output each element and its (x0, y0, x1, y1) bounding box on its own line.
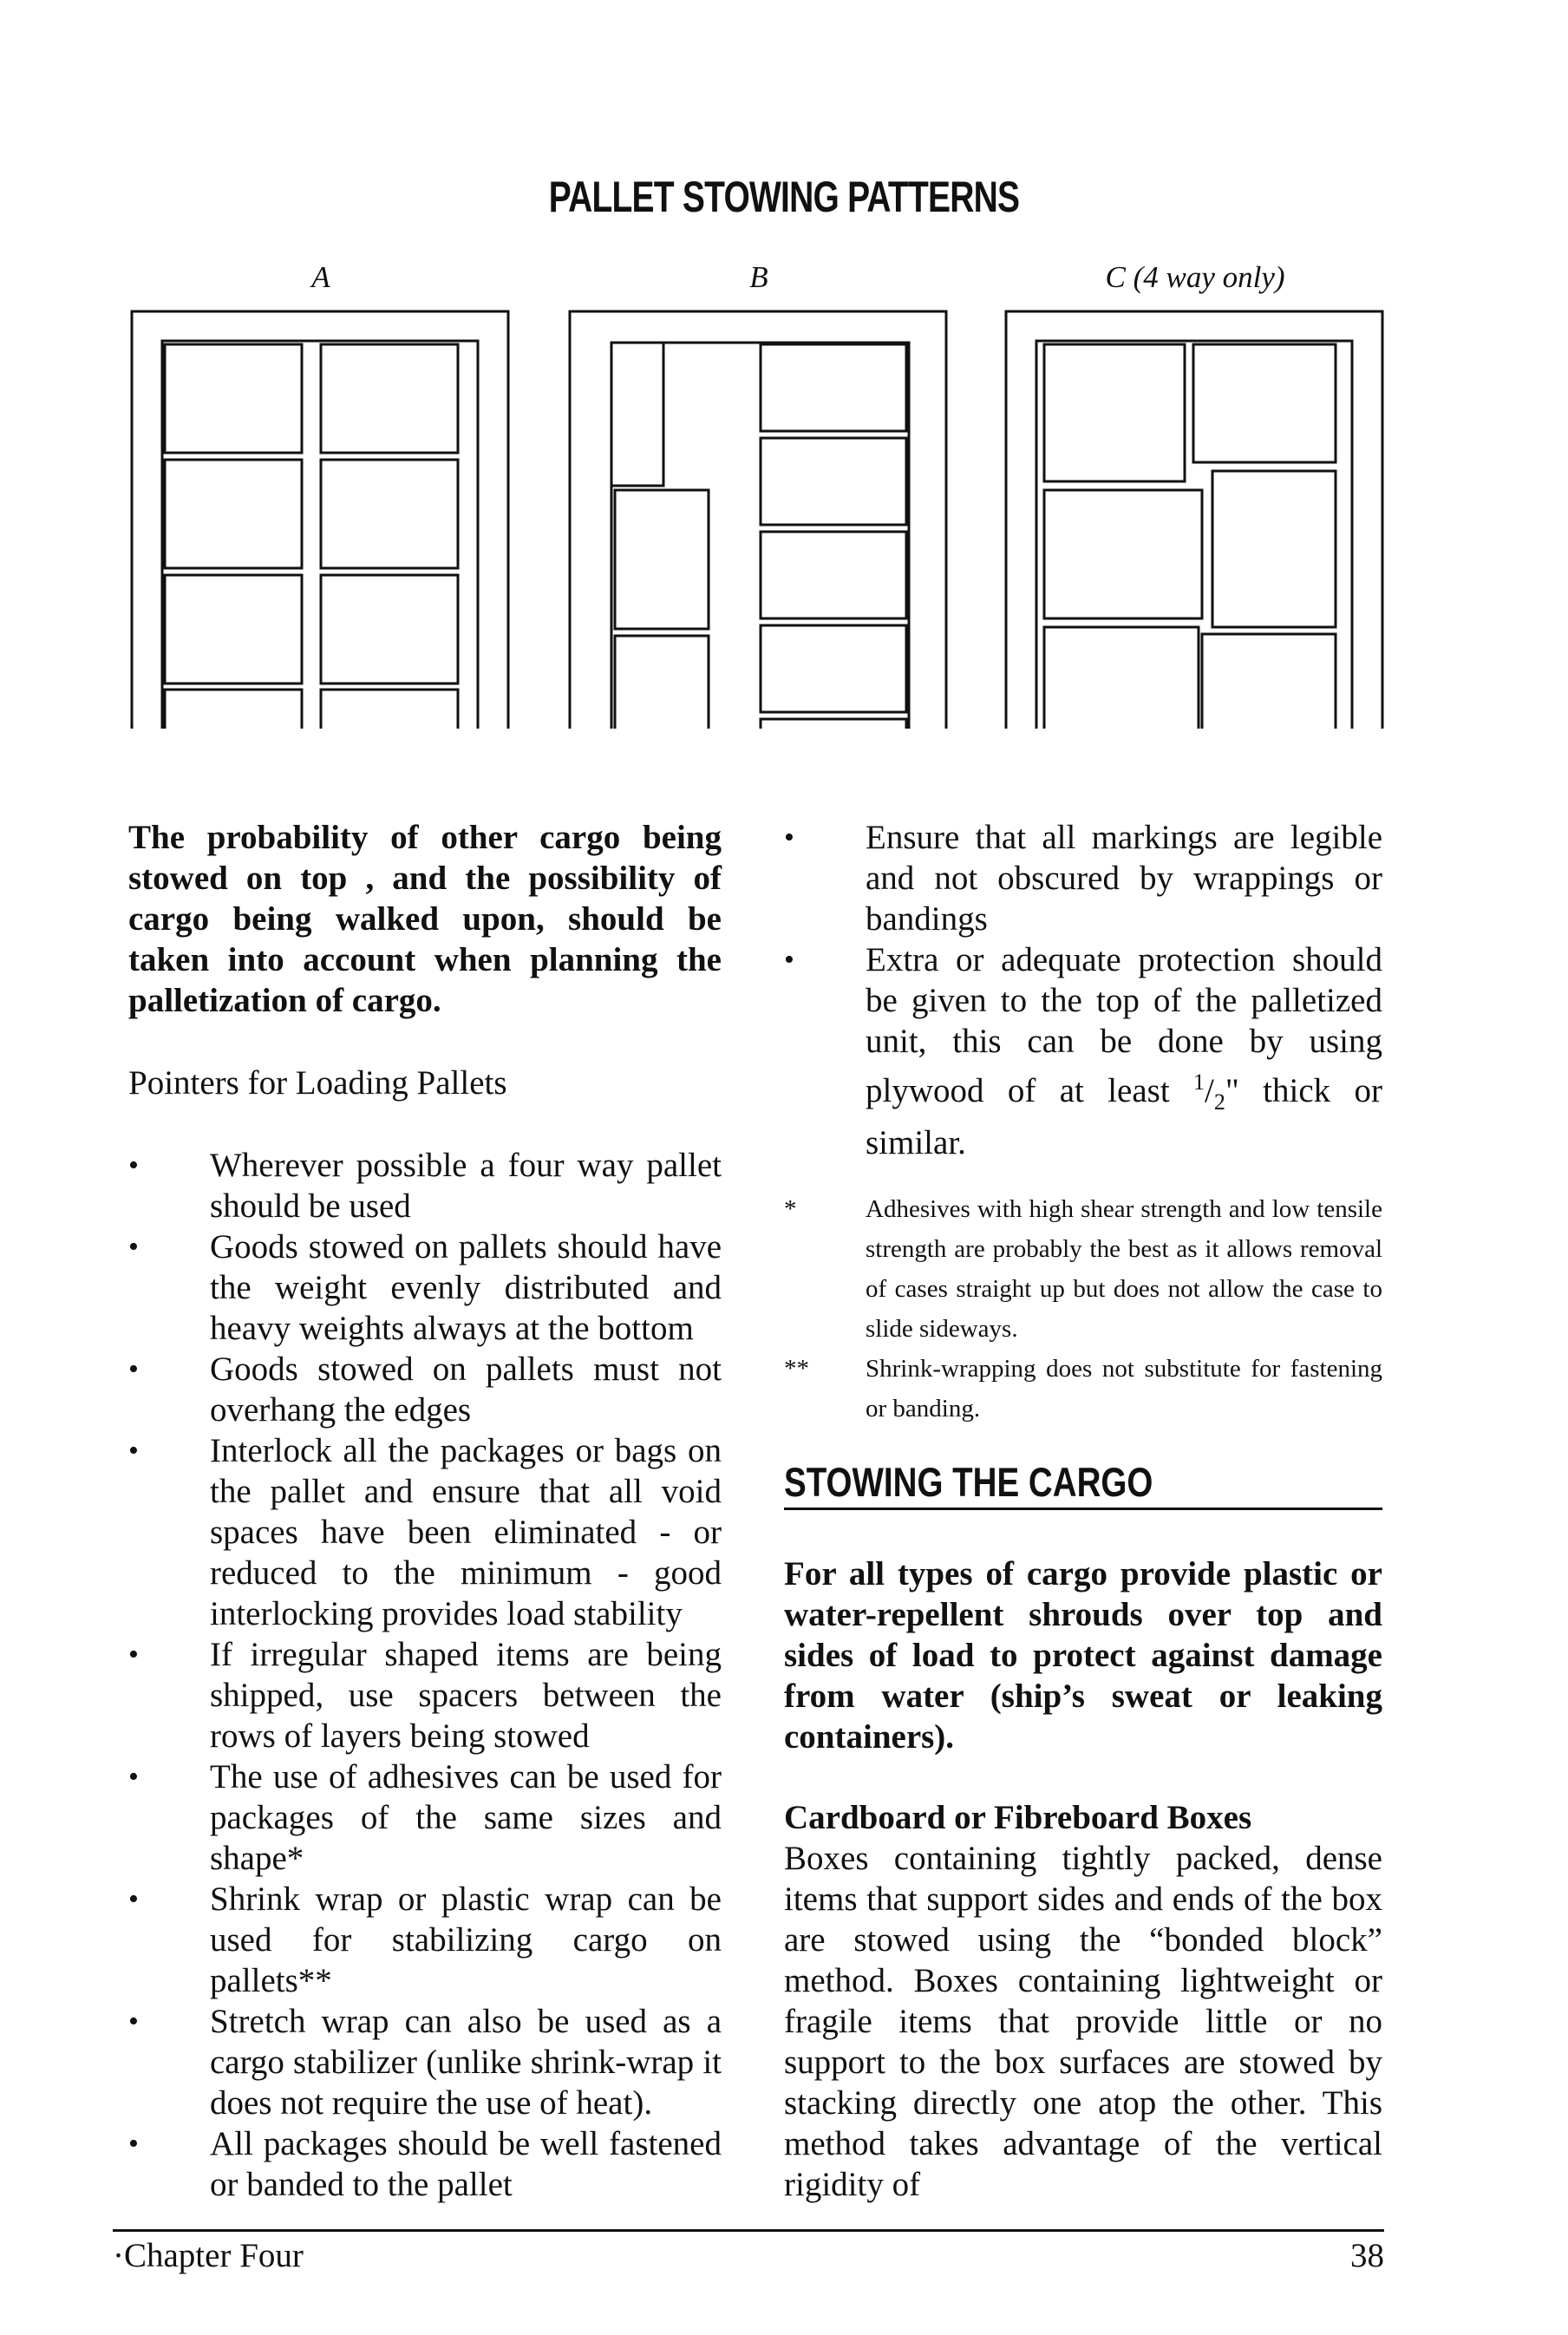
boxes-subheading: Cardboard or Fibreboard Boxes (784, 1798, 1252, 1836)
box-b8 (761, 719, 906, 729)
footer-divider (113, 2229, 1384, 2232)
box-c2 (1193, 344, 1336, 462)
left-column (128, 817, 722, 2205)
pallet-diagram-a (130, 260, 512, 729)
intro-paragraph: The probability of other cargo being stowed on top , and the possibility of cargo being walked upon, should be taken into account when planning the palletization of cargo. (128, 819, 722, 1019)
pointers-list (128, 1145, 722, 2205)
pallet-diagram-b (568, 260, 950, 729)
list-item: • The use of adhesives can be used for packages of the same sizes and shape* (128, 1756, 722, 1879)
list-item: • All packages should be well fastened or banded to the pallet (128, 2123, 722, 2205)
list-item: • Goods stowed on pallets must not overhang the edges (128, 1349, 722, 1430)
list-item: • Stretch wrap can also be used as a cargo stabilizer (unlike shrink-wrap it does not require the use of heat). (128, 2001, 722, 2123)
footnote-mark: ** (784, 1354, 809, 1383)
section-divider (784, 1508, 1382, 1510)
box-a5 (165, 575, 302, 683)
box-b6 (761, 532, 906, 618)
box-c6 (1202, 634, 1336, 729)
pattern-c-drawing (1004, 308, 1386, 729)
footnote-text: Adhesives with high shear strength and low tensile strength are probably the best as it allows removal of cases straight up but does not allow the case to slide sideways. (866, 1194, 1382, 1343)
pointers-subheading: Pointers for Loading Pallets (128, 1064, 507, 1102)
box-c3 (1044, 490, 1202, 618)
box-b2 (615, 490, 709, 629)
fraction-denominator: 2 (1213, 1089, 1225, 1115)
right-column (784, 817, 1382, 2205)
box-b7 (761, 625, 906, 712)
diagram-label-c: C (4 way only) (1105, 260, 1285, 294)
box-b3 (615, 636, 709, 729)
pattern-b-drawing (568, 308, 950, 729)
box-b1 (611, 343, 663, 486)
list-item: • Wherever possible a four way pallet should be used (128, 1145, 722, 1226)
footnotes (784, 1189, 1382, 1429)
box-a2 (321, 344, 458, 453)
list-item: • Ensure that all markings are legible and not obscured by wrappings or bandings (784, 817, 1382, 939)
section-heading: STOWING THE CARGO (784, 1458, 1153, 1505)
box-b4 (761, 344, 906, 431)
footnote-text: Shrink-wrapping does not substitute for fastening or banding. (866, 1354, 1382, 1423)
box-b5 (761, 438, 906, 525)
box-a3 (165, 460, 302, 568)
list-item: • Shrink wrap or plastic wrap can be used for stabilizing cargo on pallets** (128, 1879, 722, 2001)
fraction-numerator: 1 (1193, 1069, 1205, 1095)
box-a1 (165, 344, 302, 453)
footer-chapter: ·Chapter Four (113, 2237, 304, 2274)
box-c4 (1212, 471, 1336, 627)
list-item: • Extra or adequate protection should be given to the top of the palletized unit, this can be done by using plywood of at least $^1/_2$" thick or similar. (784, 939, 1382, 1163)
box-a6 (321, 575, 458, 683)
box-a4 (321, 460, 458, 568)
box-a7 (165, 690, 302, 729)
section-intro: For all types of cargo provide plastic or water-repellent shrouds over top and sides of load to protect against damage from water (ship’s sweat or leaking containers). (784, 1554, 1382, 1756)
diagram-label-a: A (311, 260, 330, 294)
markings-list (784, 817, 1382, 1163)
footnote-adhesives (784, 1189, 1382, 1349)
list-item: • Interlock all the packages or bags on the pallet and ensure that all void spaces have been eliminated - or reduced to the minimum - good interlocking provides load stability (128, 1430, 722, 1634)
footnote-shrink-wrap (784, 1349, 1382, 1429)
page-number: 38 (1350, 2237, 1384, 2274)
plywood-text-start: Extra or adequate protection should be given to the top of the palletized unit, this can be done by using plywood of at least (866, 941, 1382, 1109)
pattern-a-drawing (130, 308, 512, 729)
page-title: PALLET STOWING PATTERNS (548, 173, 1020, 221)
boxes-body: Boxes containing tightly packed, dense items that support sides and ends of the box are stowed using the “bonded block” method. Boxes containing lightweight or fragile items that provide little or no support to the box surfaces are stowed by stacking directly one atop the other. This method takes advantage of the vertical rigidity of (784, 1839, 1382, 2203)
box-c5 (1044, 627, 1199, 729)
diagram-label-b: B (749, 260, 768, 294)
list-item: • Goods stowed on pallets should have the weight evenly distributed and heavy weights always at the bottom (128, 1226, 722, 1349)
list-item: • If irregular shaped items are being shipped, use spacers between the rows of layers being stowed (128, 1634, 722, 1756)
box-a8 (321, 690, 458, 729)
plywood-text-end: " thick or similar. (866, 1072, 1382, 1161)
pallet-diagram-c (1004, 260, 1386, 729)
footnote-mark: * (784, 1194, 797, 1223)
box-c1 (1044, 344, 1185, 481)
pallet-outer-edge (570, 311, 946, 729)
